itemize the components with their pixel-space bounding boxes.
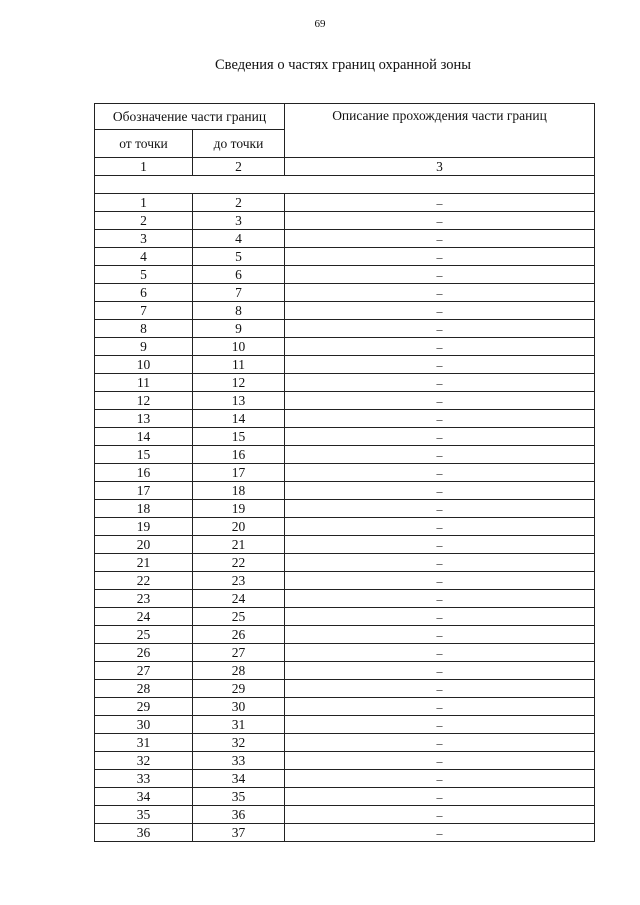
to-point-cell: 14 bbox=[193, 410, 285, 428]
to-point-cell: 16 bbox=[193, 446, 285, 464]
description-cell: – bbox=[285, 680, 595, 698]
to-point-cell: 23 bbox=[193, 572, 285, 590]
description-cell: – bbox=[285, 464, 595, 482]
description-cell: – bbox=[285, 644, 595, 662]
from-point-cell: 25 bbox=[95, 626, 193, 644]
from-point-cell: 31 bbox=[95, 734, 193, 752]
from-point-cell: 35 bbox=[95, 806, 193, 824]
to-point-cell: 21 bbox=[193, 536, 285, 554]
table-row bbox=[95, 536, 595, 554]
from-point-cell: 22 bbox=[95, 572, 193, 590]
table-row bbox=[95, 806, 595, 824]
boundary-parts-table bbox=[94, 103, 595, 842]
description-cell: – bbox=[285, 392, 595, 410]
description-cell: – bbox=[285, 410, 595, 428]
to-point-cell: 27 bbox=[193, 644, 285, 662]
description-cell: – bbox=[285, 284, 595, 302]
to-point-cell: 18 bbox=[193, 482, 285, 500]
to-point-cell: 4 bbox=[193, 230, 285, 248]
table-row bbox=[95, 230, 595, 248]
to-point-cell: 20 bbox=[193, 518, 285, 536]
from-point-cell: 28 bbox=[95, 680, 193, 698]
description-cell: – bbox=[285, 194, 595, 212]
header-boundary-designation: Обозначение части границ bbox=[95, 104, 285, 130]
description-cell: – bbox=[285, 734, 595, 752]
to-point-cell: 28 bbox=[193, 662, 285, 680]
from-point-cell: 4 bbox=[95, 248, 193, 266]
to-point-cell: 3 bbox=[193, 212, 285, 230]
from-point-cell: 36 bbox=[95, 824, 193, 842]
from-point-cell: 6 bbox=[95, 284, 193, 302]
from-point-cell: 30 bbox=[95, 716, 193, 734]
description-cell: – bbox=[285, 320, 595, 338]
to-point-cell: 31 bbox=[193, 716, 285, 734]
table-row bbox=[95, 446, 595, 464]
header-row-1 bbox=[95, 104, 595, 130]
to-point-cell: 19 bbox=[193, 500, 285, 518]
from-point-cell: 15 bbox=[95, 446, 193, 464]
description-cell: – bbox=[285, 374, 595, 392]
to-point-cell: 10 bbox=[193, 338, 285, 356]
column-number: 3 bbox=[285, 158, 595, 176]
description-cell: – bbox=[285, 554, 595, 572]
from-point-cell: 24 bbox=[95, 608, 193, 626]
description-cell: – bbox=[285, 626, 595, 644]
separator-row bbox=[95, 176, 595, 194]
table-row bbox=[95, 680, 595, 698]
header-boundary-description: Описание прохождения части границ bbox=[285, 104, 595, 158]
from-point-cell: 2 bbox=[95, 212, 193, 230]
description-cell: – bbox=[285, 356, 595, 374]
table-row bbox=[95, 788, 595, 806]
header-to-point: до точки bbox=[193, 130, 285, 158]
description-cell: – bbox=[285, 770, 595, 788]
from-point-cell: 27 bbox=[95, 662, 193, 680]
from-point-cell: 34 bbox=[95, 788, 193, 806]
to-point-cell: 12 bbox=[193, 374, 285, 392]
table-row bbox=[95, 698, 595, 716]
table-row bbox=[95, 392, 595, 410]
table-row bbox=[95, 338, 595, 356]
to-point-cell: 6 bbox=[193, 266, 285, 284]
from-point-cell: 29 bbox=[95, 698, 193, 716]
description-cell: – bbox=[285, 500, 595, 518]
description-cell: – bbox=[285, 248, 595, 266]
to-point-cell: 26 bbox=[193, 626, 285, 644]
from-point-cell: 18 bbox=[95, 500, 193, 518]
description-cell: – bbox=[285, 590, 595, 608]
to-point-cell: 5 bbox=[193, 248, 285, 266]
table-row bbox=[95, 194, 595, 212]
from-point-cell: 14 bbox=[95, 428, 193, 446]
column-number: 1 bbox=[95, 158, 193, 176]
to-point-cell: 11 bbox=[193, 356, 285, 374]
to-point-cell: 13 bbox=[193, 392, 285, 410]
table-row bbox=[95, 716, 595, 734]
from-point-cell: 26 bbox=[95, 644, 193, 662]
from-point-cell: 9 bbox=[95, 338, 193, 356]
to-point-cell: 9 bbox=[193, 320, 285, 338]
table-row bbox=[95, 770, 595, 788]
document-title: Сведения о частях границ охранной зоны bbox=[215, 57, 471, 73]
description-cell: – bbox=[285, 662, 595, 680]
table-row bbox=[95, 626, 595, 644]
from-point-cell: 10 bbox=[95, 356, 193, 374]
table-row bbox=[95, 374, 595, 392]
table-row bbox=[95, 662, 595, 680]
description-cell: – bbox=[285, 428, 595, 446]
table-row bbox=[95, 734, 595, 752]
to-point-cell: 36 bbox=[193, 806, 285, 824]
table-row bbox=[95, 572, 595, 590]
description-cell: – bbox=[285, 446, 595, 464]
table-row bbox=[95, 500, 595, 518]
description-cell: – bbox=[285, 572, 595, 590]
separator-cell bbox=[95, 176, 595, 194]
from-point-cell: 5 bbox=[95, 266, 193, 284]
to-point-cell: 8 bbox=[193, 302, 285, 320]
description-cell: – bbox=[285, 788, 595, 806]
table-row bbox=[95, 464, 595, 482]
to-point-cell: 25 bbox=[193, 608, 285, 626]
table-row bbox=[95, 410, 595, 428]
description-cell: – bbox=[285, 266, 595, 284]
from-point-cell: 3 bbox=[95, 230, 193, 248]
header-from-point: от точки bbox=[95, 130, 193, 158]
table-row bbox=[95, 644, 595, 662]
table-row bbox=[95, 590, 595, 608]
to-point-cell: 32 bbox=[193, 734, 285, 752]
table-row bbox=[95, 428, 595, 446]
description-cell: – bbox=[285, 806, 595, 824]
from-point-cell: 1 bbox=[95, 194, 193, 212]
to-point-cell: 33 bbox=[193, 752, 285, 770]
column-number-row bbox=[95, 158, 595, 176]
table-row bbox=[95, 356, 595, 374]
description-cell: – bbox=[285, 536, 595, 554]
table-row bbox=[95, 320, 595, 338]
description-cell: – bbox=[285, 212, 595, 230]
column-number: 2 bbox=[193, 158, 285, 176]
from-point-cell: 32 bbox=[95, 752, 193, 770]
to-point-cell: 30 bbox=[193, 698, 285, 716]
table-header bbox=[95, 104, 595, 194]
to-point-cell: 22 bbox=[193, 554, 285, 572]
to-point-cell: 15 bbox=[193, 428, 285, 446]
from-point-cell: 20 bbox=[95, 536, 193, 554]
from-point-cell: 8 bbox=[95, 320, 193, 338]
from-point-cell: 23 bbox=[95, 590, 193, 608]
description-cell: – bbox=[285, 302, 595, 320]
table-row bbox=[95, 266, 595, 284]
description-cell: – bbox=[285, 230, 595, 248]
from-point-cell: 16 bbox=[95, 464, 193, 482]
description-cell: – bbox=[285, 518, 595, 536]
description-cell: – bbox=[285, 752, 595, 770]
table-row bbox=[95, 518, 595, 536]
description-cell: – bbox=[285, 824, 595, 842]
to-point-cell: 29 bbox=[193, 680, 285, 698]
description-cell: – bbox=[285, 698, 595, 716]
from-point-cell: 33 bbox=[95, 770, 193, 788]
from-point-cell: 11 bbox=[95, 374, 193, 392]
table-row bbox=[95, 752, 595, 770]
table-row bbox=[95, 284, 595, 302]
table-row bbox=[95, 248, 595, 266]
from-point-cell: 7 bbox=[95, 302, 193, 320]
to-point-cell: 34 bbox=[193, 770, 285, 788]
description-cell: – bbox=[285, 716, 595, 734]
to-point-cell: 2 bbox=[193, 194, 285, 212]
page-number: 69 bbox=[314, 18, 326, 30]
table-row bbox=[95, 212, 595, 230]
description-cell: – bbox=[285, 338, 595, 356]
to-point-cell: 35 bbox=[193, 788, 285, 806]
to-point-cell: 37 bbox=[193, 824, 285, 842]
table-row bbox=[95, 554, 595, 572]
to-point-cell: 24 bbox=[193, 590, 285, 608]
table-row bbox=[95, 824, 595, 842]
table-row bbox=[95, 302, 595, 320]
from-point-cell: 17 bbox=[95, 482, 193, 500]
from-point-cell: 21 bbox=[95, 554, 193, 572]
from-point-cell: 13 bbox=[95, 410, 193, 428]
table-body bbox=[95, 194, 595, 842]
from-point-cell: 19 bbox=[95, 518, 193, 536]
table-row bbox=[95, 608, 595, 626]
description-cell: – bbox=[285, 482, 595, 500]
to-point-cell: 17 bbox=[193, 464, 285, 482]
to-point-cell: 7 bbox=[193, 284, 285, 302]
description-cell: – bbox=[285, 608, 595, 626]
table-row bbox=[95, 482, 595, 500]
from-point-cell: 12 bbox=[95, 392, 193, 410]
